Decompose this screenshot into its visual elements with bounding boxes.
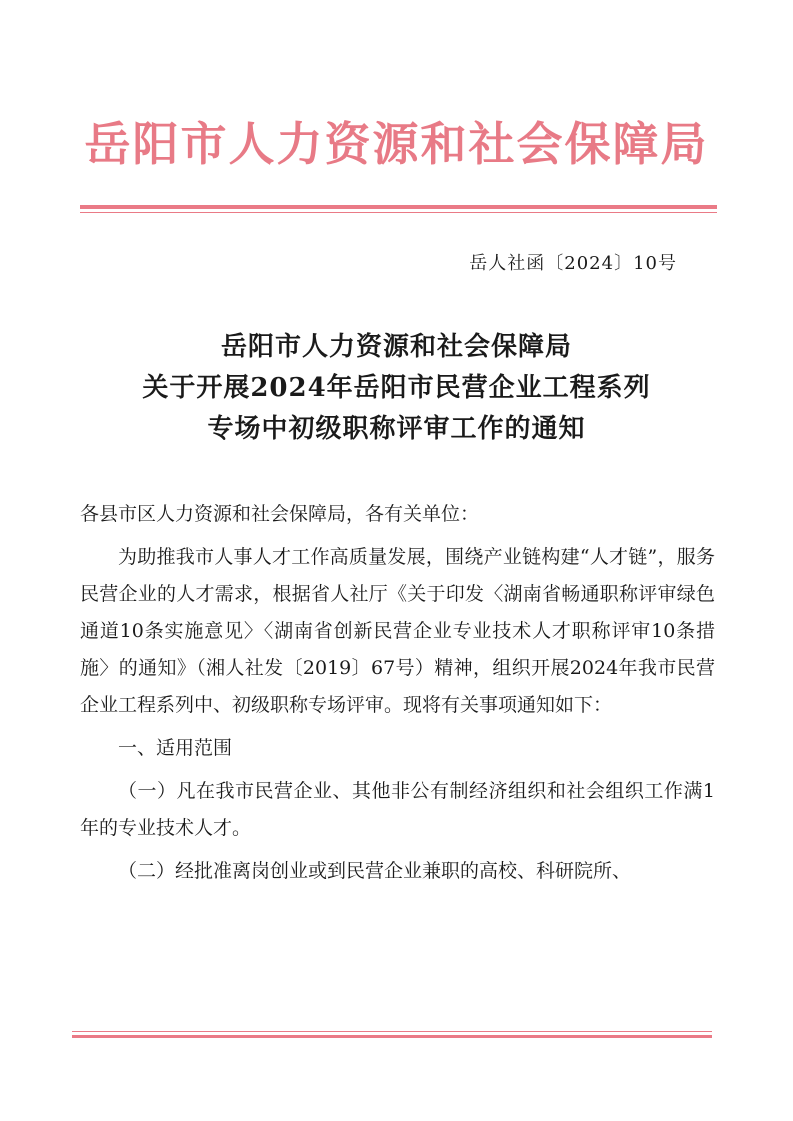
scope-item-1: （一）凡在我市民营企业、其他非公有制经济组织和社会组织工作满1年的专业技术人才。 <box>80 780 715 839</box>
footer-red-rule <box>72 1031 712 1038</box>
document-body <box>80 496 715 890</box>
title-line-3: 专场中初级职称评审工作的通知 <box>207 414 586 444</box>
footer-rule-thin <box>72 1031 712 1032</box>
header-rule-thin <box>80 212 717 213</box>
section-heading-scope: 一、适用范围 <box>118 737 233 759</box>
header-rule-thick <box>80 205 717 209</box>
document-number: 岳人社函〔2024〕10号 <box>469 253 677 274</box>
footer-rule-thick <box>72 1035 712 1038</box>
title-line-2: 关于开展2024年岳阳市民营企业工程系列 <box>142 373 651 403</box>
document-title <box>0 327 793 450</box>
title-line-1: 岳阳市人力资源和社会保障局 <box>220 332 572 362</box>
scope-item-2: （二）经批准离岗创业或到民营企业兼职的高校、科研院所、 <box>118 860 632 882</box>
salutation: 各县市区人力资源和社会保障局，各有关单位： <box>80 503 480 525</box>
masthead-agency-name: 岳阳市人力资源和社会保障局 <box>84 117 709 171</box>
intro-paragraph: 为助推我市人事人才工作高质量发展，围绕产业链构建“人才链”，服务民营企业的人才需求，根据省人社厅《关于印发〈湖南省畅通职称评审绿色通道10条实施意见〉〈湖南省创新民营企业专业技术人才职称评审10条措施〉的通知》（湘人社发〔2019〕67号）精神，组织开展2024年我市民营企业工程系列中、初级职称专场评审。现将有关事项通知如下： <box>80 546 715 716</box>
header-red-rule <box>80 205 717 213</box>
